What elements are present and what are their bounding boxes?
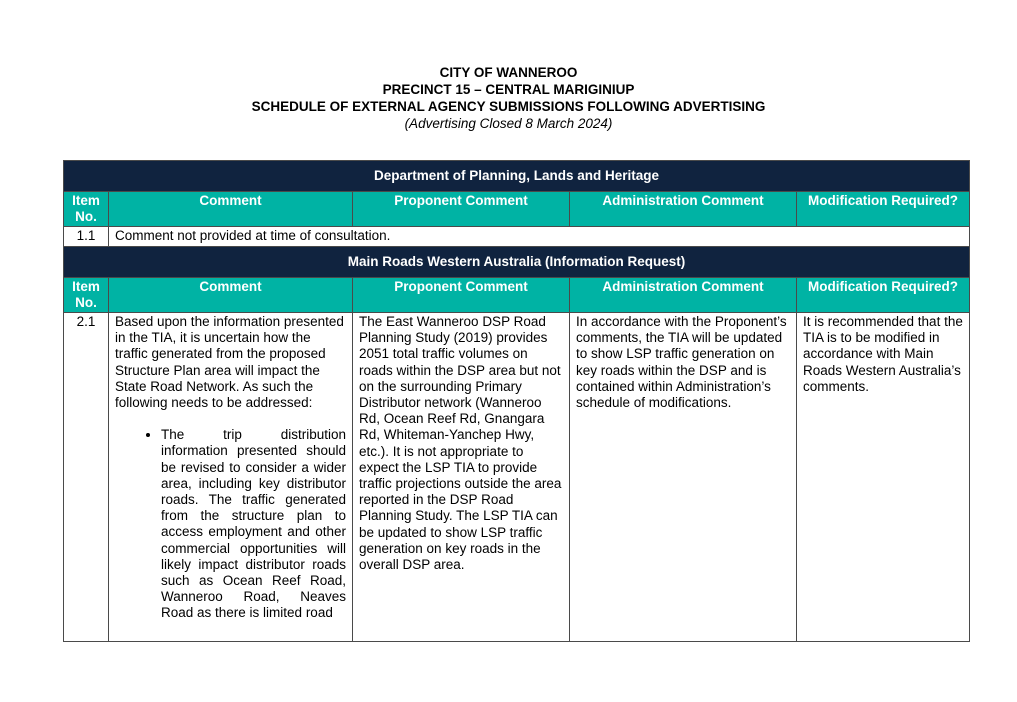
- table-row: [64, 313, 970, 642]
- item-number: 1.1: [64, 227, 109, 246]
- col-comment: Comment: [109, 192, 353, 227]
- agency-row-main-roads: [64, 246, 970, 277]
- administration-comment-cell: In accordance with the Proponent’s comments, the TIA will be updated to show LSP traffic generation on key roads within the DSP and is contained within Administration’s schedule of modifications.: [570, 313, 797, 642]
- document-header: [0, 64, 1017, 132]
- header-city: CITY OF WANNEROO: [439, 65, 578, 80]
- col-administration-comment: Administration Comment: [570, 277, 797, 312]
- item-number: 2.1: [64, 313, 109, 642]
- column-header-row: [64, 277, 970, 312]
- header-schedule-title: SCHEDULE OF EXTERNAL AGENCY SUBMISSIONS FOLLOWING ADVERTISING: [251, 99, 766, 114]
- col-proponent-comment: Proponent Comment: [353, 192, 570, 227]
- header-precinct: PRECINCT 15 – CENTRAL MARIGINIUP: [382, 82, 635, 97]
- col-proponent-comment: Proponent Comment: [353, 277, 570, 312]
- comment-cell: [109, 313, 353, 642]
- col-administration-comment: Administration Comment: [570, 192, 797, 227]
- col-item-no: Item No.: [64, 192, 109, 227]
- agency-name: Department of Planning, Lands and Heritage: [64, 161, 970, 192]
- proponent-comment-cell: The East Wanneroo DSP Road Planning Study (2019) provides 2051 total traffic volumes on roads within the DSP area but not on the surrounding Primary Distributor network (Wanneroo Rd, Ocean Reef Rd, Gnangara Rd, Whiteman-Yanchep Hwy, etc.). It is not appropriate to expect the LSP TIA to provide traffic projections outside the area reported in the DSP Road Planning Study. The LSP TIA can be updated to show LSP traffic generation on key roads in the overall DSP area.: [353, 313, 570, 642]
- col-modification-required: Modification Required?: [797, 277, 970, 312]
- table-row: [64, 227, 970, 246]
- column-header-row: [64, 192, 970, 227]
- header-advertising-date: (Advertising Closed 8 March 2024): [404, 116, 613, 131]
- comment-cell: Comment not provided at time of consultation.: [109, 227, 970, 246]
- col-item-no: Item No.: [64, 277, 109, 312]
- submissions-table: [63, 160, 970, 642]
- col-comment: Comment: [109, 277, 353, 312]
- col-modification-required: Modification Required?: [797, 192, 970, 227]
- agency-row-dplh: [64, 161, 970, 192]
- modification-required-cell: It is recommended that the TIA is to be modified in accordance with Main Roads Western Australia’s comments.: [797, 313, 970, 642]
- comment-bullet: • The trip distribution information presented should be revised to consider a wider area, including key distributor roads. The traffic generated from the structure plan to access employment and other commercial opportunities will likely impact distributor roads such as Ocean Reef Road, Wanneroo Road, Neaves Road as there is limited road: [161, 427, 346, 621]
- agency-name: Main Roads Western Australia (Information Request): [64, 246, 970, 277]
- comment-intro: Based upon the information presented in the TIA, it is uncertain how the traffic generated from the proposed Structure Plan area will impact the State Road Network. As such the following needs to be addressed:: [115, 314, 344, 411]
